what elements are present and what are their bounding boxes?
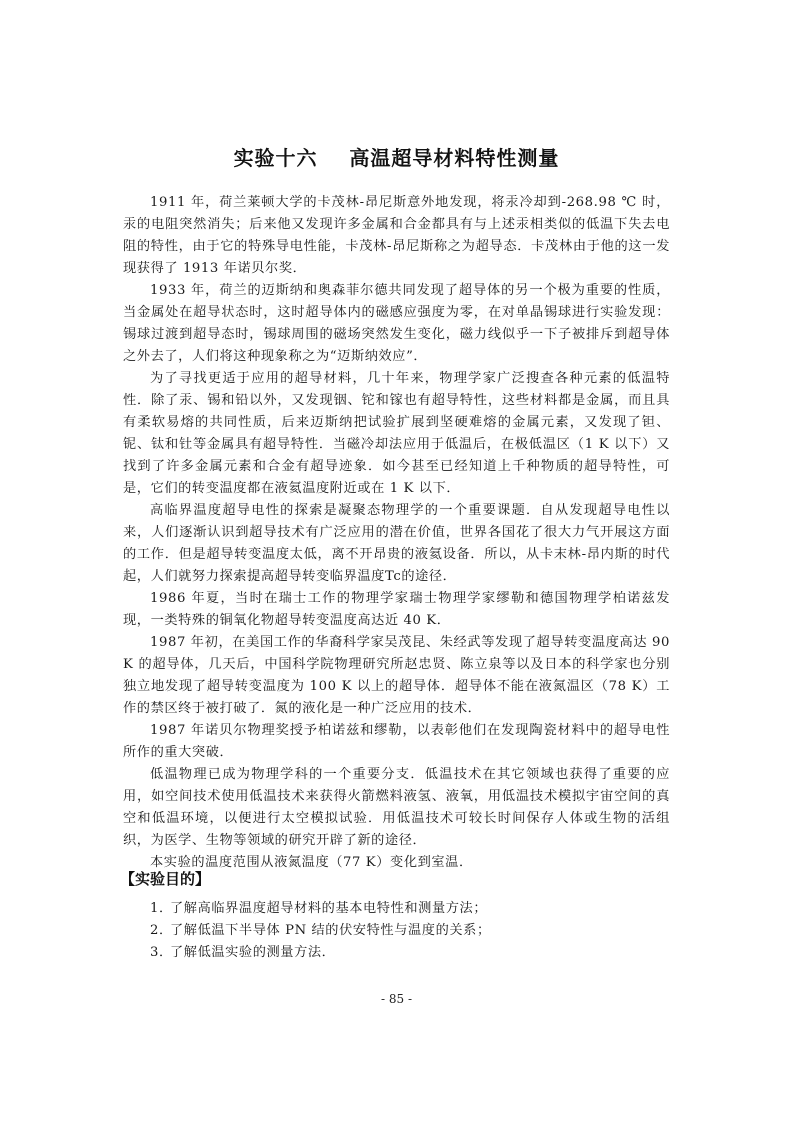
- list-number: 2．: [150, 923, 173, 938]
- page-number: - 85 -: [380, 992, 412, 1006]
- list-number: 1．: [150, 901, 173, 916]
- list-item: [150, 898, 491, 920]
- page-title: 实验十六 高温超导材料特性测量: [233, 146, 560, 170]
- list-number: 3．: [150, 945, 173, 960]
- paragraph-experiment-range: 本实验的温度范围从液氮温度（77 K）变化到室温．: [150, 855, 473, 870]
- paragraph-low-temp-physics: 低温物理已成为物理学科的一个重要分支．低温技术在其它领域也获得了重要的应用，如空间技术使用低温技术来获得火箭燃料液氢、液氧，用低温技术模拟宇宙空间的真空和低温环境，以便进行太空模拟试验．用低温技术可较长时间保存人体或生物的活组织，为医学、生物等领域的研究开辟了新的途径．: [123, 767, 670, 848]
- list-text: 了解低温实验的测量方法．: [170, 945, 336, 960]
- body-text: [123, 192, 670, 874]
- paragraph-1911-discovery: 1911 年，荷兰莱顿大学的卡茂林-昂尼斯意外地发现，将汞冷却到-268.98 ℃ 时，汞的电阻突然消失；后来他又发现许多金属和合金都具有与上述汞相类似的低温下失去电阻的特性，由于它的特殊导电性能，卡茂林-昂尼斯称之为超导态．卡茂林由于他的这一发现获得了 1913 年诺贝尔奖．: [123, 195, 670, 276]
- list-item: [150, 942, 491, 964]
- paragraph-1987-nobel: 1987 年诺贝尔物理奖授予柏诺兹和缪勒，以表彰他们在发现陶瓷材料中的超导电性所作的重大突破．: [123, 723, 670, 760]
- paragraph-meissner-effect: 1933 年，荷兰的迈斯纳和奥森菲尔德共同发现了超导体的另一个极为重要的性质，当金属处在超导状态时，这时超导体内的磁感应强度为零，在对单晶锡球进行实验发现：锡球过渡到超导态时，锡球周围的磁场突然发生变化，磁力线似乎一下子被排斥到超导体之外去了，人们将这种现象称之为“迈斯纳效应”．: [123, 283, 670, 364]
- list-text: 了解低温下半导体 PN 结的伏安特性与温度的关系；: [170, 923, 491, 938]
- list-item: [150, 920, 491, 942]
- paragraph-1987-discovery: 1987 年初，在美国工作的华裔科学家吴茂昆、朱经武等发现了超导转变温度高达 90 K 的超导体，几天后，中国科学院物理研究所赵忠贤、陈立泉等以及日本的科学家也分别独立地发现了超导转变温度为 100 K 以上的超导体．超导体不能在液氮温区（78 K）工作的禁区终于被打破了．氮的液化是一种广泛应用的技术．: [123, 635, 670, 716]
- section-heading-objectives: 【实验目的】: [120, 870, 211, 888]
- paragraph-material-search: 为了寻找更适于应用的超导材料，几十年来，物理学家广泛搜查各种元素的低温特性．除了汞、锡和铅以外，又发现铟、铊和镓也有超导特性，这些材料都是金属，而且具有柔软易熔的共同性质，后来迈斯纳把试验扩展到坚硬难熔的金属元素，又发现了钽、铌、钛和钍等金属具有超导特性．当磁冷却法应用于低温后，在极低温区（1 K 以下）又找到了许多金属元素和合金有超导迹象．如今甚至已经知道上千种物质的超导特性，可是，它们的转变温度都在液氦温度附近或在 1 K 以下．: [123, 371, 670, 496]
- objectives-list: [150, 898, 491, 964]
- list-text: 了解高临界温度超导材料的基本电特性和测量方法；: [170, 901, 488, 916]
- paragraph-high-tc-research: 高临界温度超导电性的探索是凝聚态物理学的一个重要课题．自从发现超导电性以来，人们逐渐认识到超导技术有广泛应用的潜在价值，世界各国花了很大力气开展这方面的工作．但是超导转变温度太低，离不开昂贵的液氦设备．所以，从卡末林-昂内斯的时代起，人们就努力探索提高超导转变临界温度Tc的途径．: [123, 503, 670, 584]
- paragraph-1986-discovery: 1986 年夏，当时在瑞士工作的物理学家瑞士物理学家缪勒和德国物理学柏诺兹发现，一类特殊的铜氧化物超导转变温度高达近 40 K．: [123, 591, 670, 628]
